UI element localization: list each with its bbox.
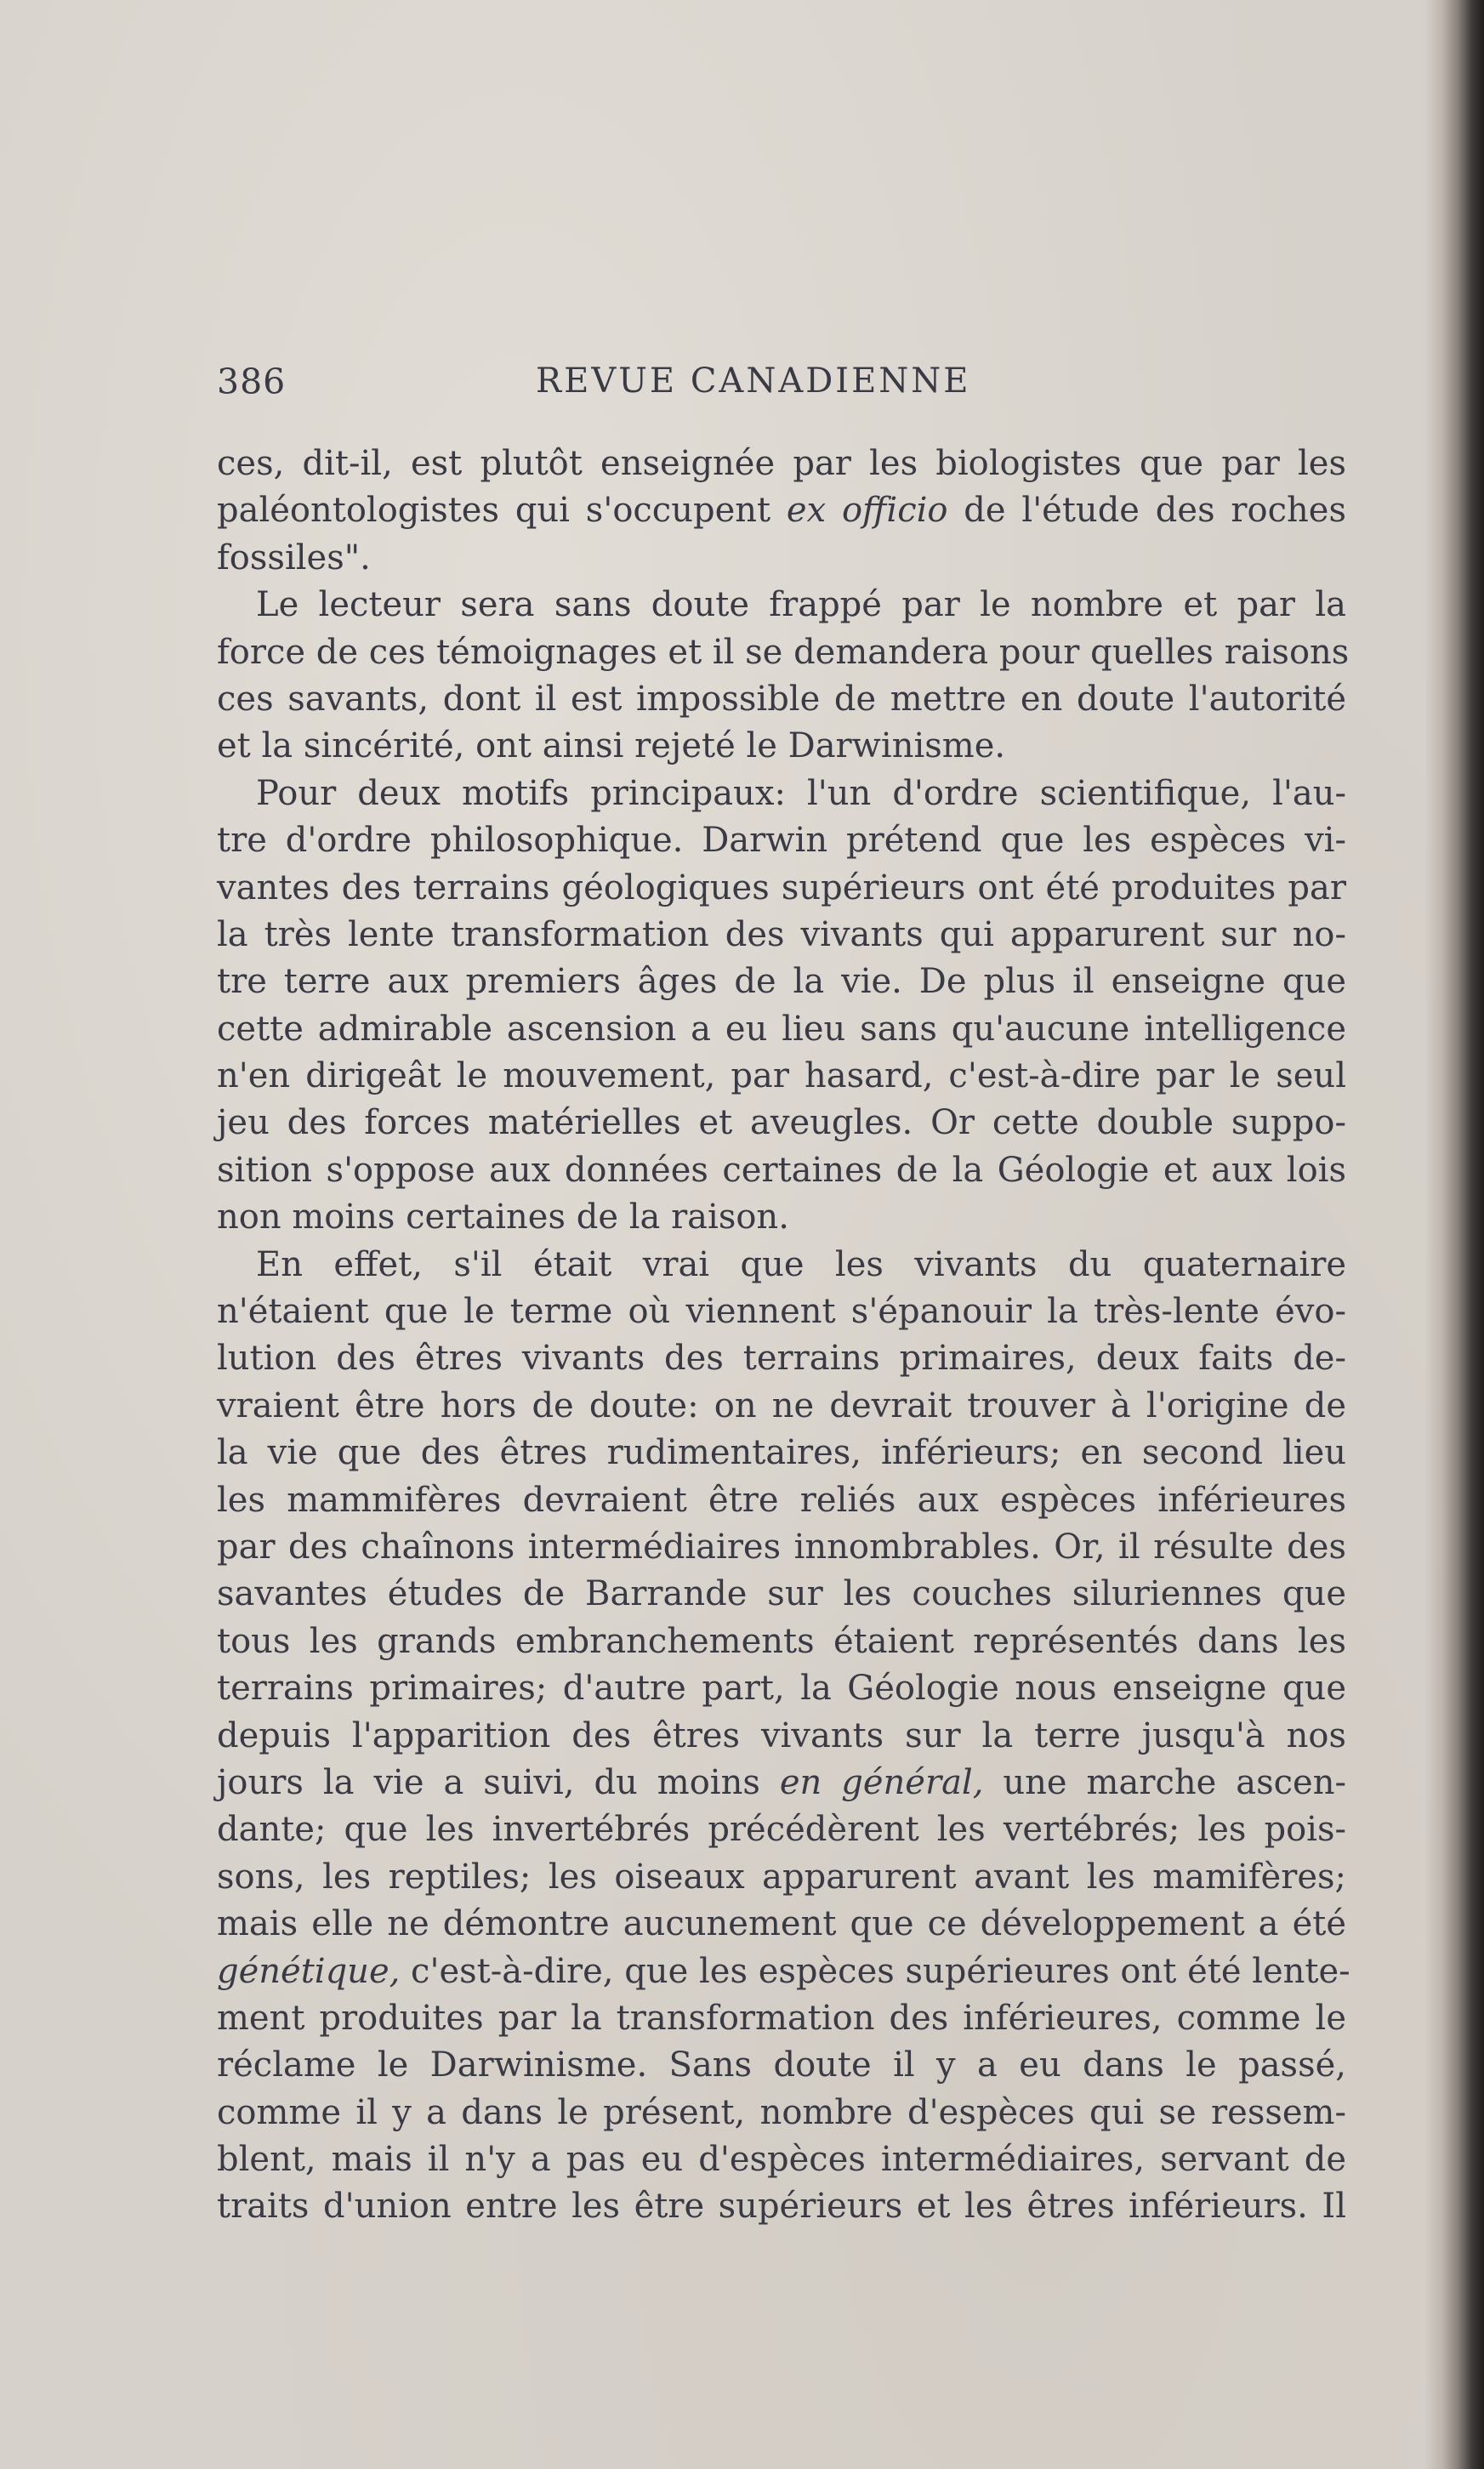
page-number: 386 bbox=[217, 361, 287, 402]
text-line: par des chaînons intermédiaires innombrables. Or, il résulte des bbox=[217, 1527, 1346, 1567]
italic-phrase: génétique, bbox=[217, 1951, 401, 1991]
text-line: vraient être hors de doute: on ne devrait trouver à l'origine de bbox=[217, 1385, 1346, 1425]
text-line: blent, mais il n'y a pas eu d'espèces intermédiaires, servant de bbox=[217, 2140, 1346, 2180]
text-line: réclame le Darwinisme. Sans doute il y a eu dans le passé, bbox=[217, 2045, 1346, 2085]
italic-phrase: en général, bbox=[779, 1762, 984, 1802]
text-line: tre d'ordre philosophique. Darwin prétend que les espèces vi- bbox=[217, 821, 1346, 861]
text-line: vantes des terrains géologiques supérieurs ont été produites par bbox=[217, 868, 1346, 907]
text-run: paléontologistes qui s'occupent bbox=[217, 491, 787, 531]
text-line: ment produites par la transformation des inférieures, comme le bbox=[217, 1998, 1346, 2038]
text-line: ces savants, dont il est impossible de mettre en doute l'autorité bbox=[217, 679, 1346, 719]
text-line: comme il y a dans le présent, nombre d'espèces qui se ressem- bbox=[217, 2092, 1346, 2132]
text-line: lution des êtres vivants des terrains primaires, deux faits de- bbox=[217, 1339, 1346, 1379]
text-run: de l'étude des roches bbox=[947, 491, 1346, 531]
paragraph-end-line: fossiles". bbox=[217, 538, 371, 577]
text-line: ces, dit-il, est plutôt enseignée par les biologistes que par les bbox=[217, 444, 1346, 483]
text-line: dante; que les invertébrés précédèrent les vertébrés; les pois- bbox=[217, 1810, 1346, 1850]
text-line: force de ces témoignages et il se demandera pour quelles raisons bbox=[217, 632, 1350, 672]
paragraph-first-line: Pour deux motifs principaux: l'un d'ordre scientifique, l'au- bbox=[256, 773, 1346, 813]
text-line: la très lente transformation des vivants qui apparurent sur no- bbox=[217, 914, 1346, 954]
text-line: tre terre aux premiers âges de la vie. De plus il enseigne que bbox=[217, 962, 1346, 1002]
text-line: n'en dirigeât le mouvement, par hasard, c'est-à-dire par le seul bbox=[217, 1056, 1346, 1096]
text-line bbox=[217, 487, 1346, 534]
text-line: depuis l'apparition des êtres vivants sur la terre jusqu'à nos bbox=[217, 1715, 1346, 1755]
paragraph-first-line: En effet, s'il était vrai que les vivants du quaternaire bbox=[256, 1244, 1346, 1284]
italic-phrase: ex officio bbox=[786, 491, 948, 531]
text-line bbox=[217, 1948, 1350, 1995]
text-line: sons, les reptiles; les oiseaux apparurent avant les mamifères; bbox=[217, 1857, 1346, 1897]
paragraph-first-line: Le lecteur sera sans doute frappé par le nombre et par la bbox=[256, 585, 1346, 625]
text-line: savantes études de Barrande sur les couches siluriennes que bbox=[217, 1574, 1346, 1614]
text-run: une marche ascen- bbox=[983, 1762, 1346, 1802]
body-text bbox=[217, 441, 1350, 2231]
text-line: les mammifères devraient être reliés aux espèces inférieures bbox=[217, 1480, 1346, 1520]
text-run: jours la vie a suivi, du moins bbox=[217, 1762, 780, 1802]
text-line: jeu des forces matérielles et aveugles. Or cette double suppo- bbox=[217, 1103, 1346, 1143]
text-line bbox=[217, 1760, 1346, 1806]
text-line: cette admirable ascension a eu lieu sans qu'aucune intelligence bbox=[217, 1009, 1346, 1049]
text-line: sition s'oppose aux données certaines de la Géologie et aux lois bbox=[217, 1150, 1346, 1190]
paragraph-end-line: et la sincérité, ont ainsi rejeté le Darwinisme. bbox=[217, 726, 1006, 766]
journal-title: REVUE CANADIENNE bbox=[536, 361, 971, 401]
running-head bbox=[217, 361, 1346, 412]
text-run: c'est-à-dire, que les espèces supérieures ont été lente- bbox=[400, 1951, 1350, 1991]
text-line: tous les grands embranchements étaient représentés dans les bbox=[217, 1621, 1346, 1661]
paragraph-end-line: non moins certaines de la raison. bbox=[217, 1198, 789, 1237]
text-line: mais elle ne démontre aucunement que ce développement a été bbox=[217, 1904, 1346, 1944]
text-line: traits d'union entre les être supérieurs et les êtres inférieurs. Il bbox=[217, 2187, 1346, 2227]
book-gutter-shadow bbox=[1424, 0, 1484, 2469]
text-line: la vie que des êtres rudimentaires, inférieurs; en second lieu bbox=[217, 1433, 1346, 1473]
text-line: terrains primaires; d'autre part, la Géologie nous enseigne que bbox=[217, 1669, 1346, 1709]
text-line: n'étaient que le terme où viennent s'épanouir la très-lente évo- bbox=[217, 1292, 1346, 1332]
